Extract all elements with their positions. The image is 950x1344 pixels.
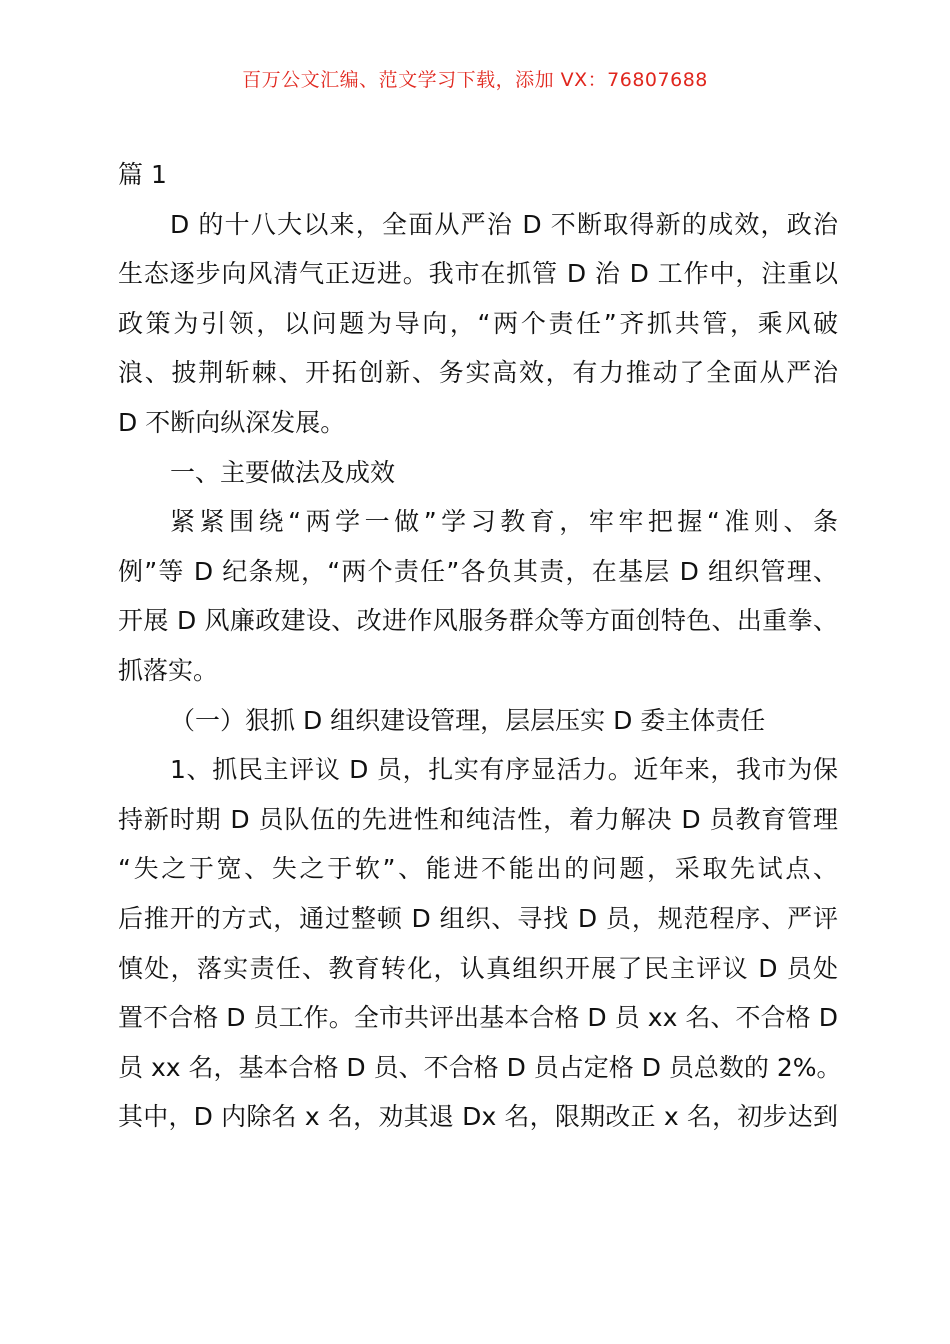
subsection-heading: （一）狠抓 D 组织建设管理，层层压实 D 委主体责任 (170, 705, 766, 735)
section-title: 篇 1 (118, 160, 167, 189)
header-banner: 百万公文汇编、范文学习下载，添加 VX：76807688 (242, 69, 708, 91)
paragraph-line: 紧紧围绕“两学一做”学习教育，牢牢把握“准则、条 (170, 507, 838, 537)
paragraph-line: 浪、披荆斩棘、开拓创新、务实高效，有力推动了全面从严治 (118, 358, 838, 388)
section-heading: 一、主要做法及成效 (170, 457, 396, 487)
paragraph-line: D 的十八大以来，全面从严治 D 不断取得新的成效，政治 (170, 209, 838, 239)
paragraph-line: “失之于宽、失之于软”、能进不能出的问题，采取先试点、 (118, 854, 838, 884)
paragraph-line: 1、抓民主评议 D 员，扎实有序显活力。近年来，我市为保 (170, 755, 838, 785)
paragraph-line: 置不合格 D 员工作。全市共评出基本合格 D 员 xx 名、不合格 D (118, 1003, 838, 1033)
paragraph-line: 后推开的方式，通过整顿 D 组织、寻找 D 员，规范程序、严评 (118, 903, 838, 933)
paragraph-line: 慎处，落实责任、教育转化，认真组织开展了民主评议 D 员处 (118, 953, 838, 983)
paragraph-line: 政策为引领，以问题为导向，“两个责任”齐抓共管，乘风破 (118, 308, 838, 338)
paragraph-line: 其中，D 内除名 x 名，劝其退 Dx 名，限期改正 x 名，初步达到 (118, 1102, 838, 1132)
document-body (118, 150, 842, 1142)
paragraph-line: 抓落实。 (118, 655, 219, 685)
paragraph-line: 员 xx 名，基本合格 D 员、不合格 D 员占定格 D 员总数的 2%。 (118, 1052, 842, 1082)
paragraph-line: 开展 D 风廉政建设、改进作风服务群众等方面创特色、出重拳、 (118, 606, 838, 636)
paragraph-line: 例”等 D 纪条规，“两个责任”各负其责，在基层 D 组织管理、 (118, 556, 838, 586)
paragraph-line: 生态逐步向风清气正迈进。我市在抓管 D 治 D 工作中，注重以 (118, 259, 838, 289)
paragraph-line: D 不断向纵深发展。 (118, 407, 346, 437)
paragraph-line: 持新时期 D 员队伍的先进性和纯洁性，着力解决 D 员教育管理 (118, 804, 838, 834)
